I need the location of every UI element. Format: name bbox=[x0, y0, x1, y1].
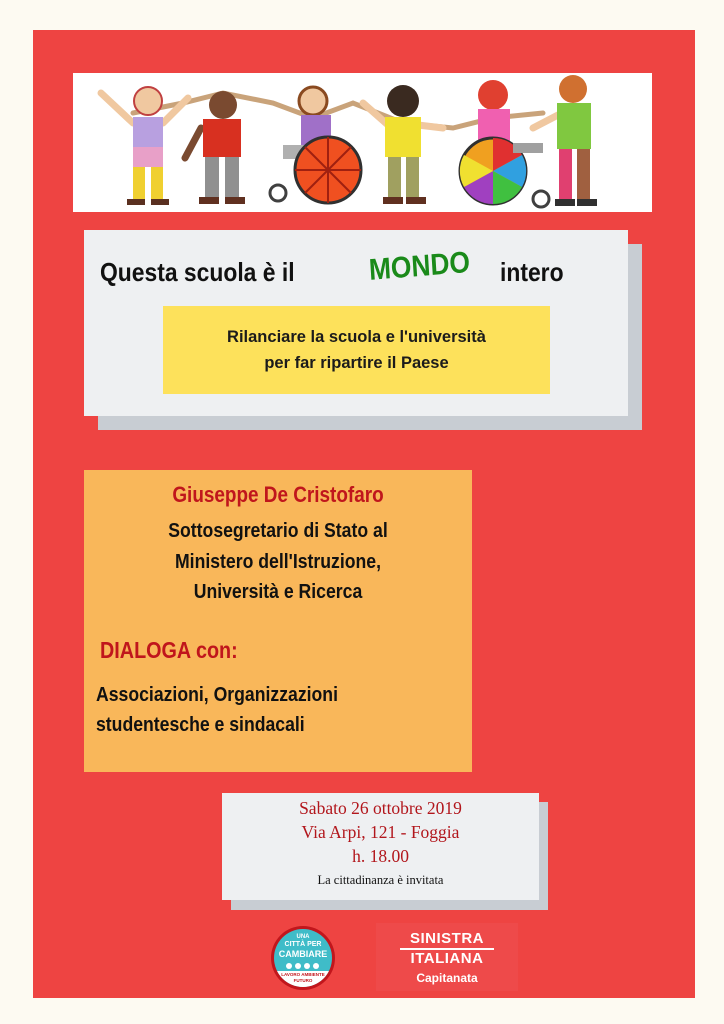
event-time: h. 18.00 bbox=[352, 846, 409, 866]
sinistra-italiana-logo bbox=[376, 923, 518, 991]
si-logo-line-2: ITALIANA bbox=[410, 950, 484, 967]
subtitle-line-1: Rilanciare la scuola e l'università bbox=[227, 328, 486, 346]
event-date: Sabato 26 ottobre 2019 bbox=[299, 798, 462, 818]
si-logo-line-1: SINISTRA bbox=[409, 930, 484, 947]
guests-line-2: studentesche e sindacali bbox=[96, 713, 305, 736]
title-text-part2: intero bbox=[500, 257, 564, 287]
speaker-role-line-2: Ministero dell'Istruzione, bbox=[175, 550, 381, 573]
event-box bbox=[222, 793, 539, 900]
subtitle-line-2: per far ripartire il Paese bbox=[264, 354, 449, 372]
speaker-role-line-3: Università e Ricerca bbox=[193, 580, 363, 603]
speaker-role-line-1: Sottosegretario di Stato al bbox=[168, 519, 388, 542]
si-logo-line-3: Capitanata bbox=[416, 971, 478, 985]
event-invitation: La cittadinanza è invitata bbox=[317, 873, 444, 887]
speaker-name: Giuseppe De Cristofaro bbox=[172, 482, 384, 507]
guests-line-1: Associazioni, Organizzazioni bbox=[96, 683, 338, 706]
una-citta-per-cambiare-logo: UNA CITTÀ PER CAMBIARE LAVORO AMBIENTE FUTURO bbox=[271, 926, 335, 990]
title-text-part1: Questa scuola è il bbox=[100, 257, 295, 287]
dialoga-heading: DIALOGA con: bbox=[100, 637, 238, 663]
subtitle-box bbox=[163, 306, 550, 394]
event-address: Via Arpi, 121 - Foggia bbox=[301, 822, 460, 842]
title-highlight: MONDO bbox=[368, 245, 471, 287]
children-holding-hands-illustration bbox=[73, 73, 652, 212]
